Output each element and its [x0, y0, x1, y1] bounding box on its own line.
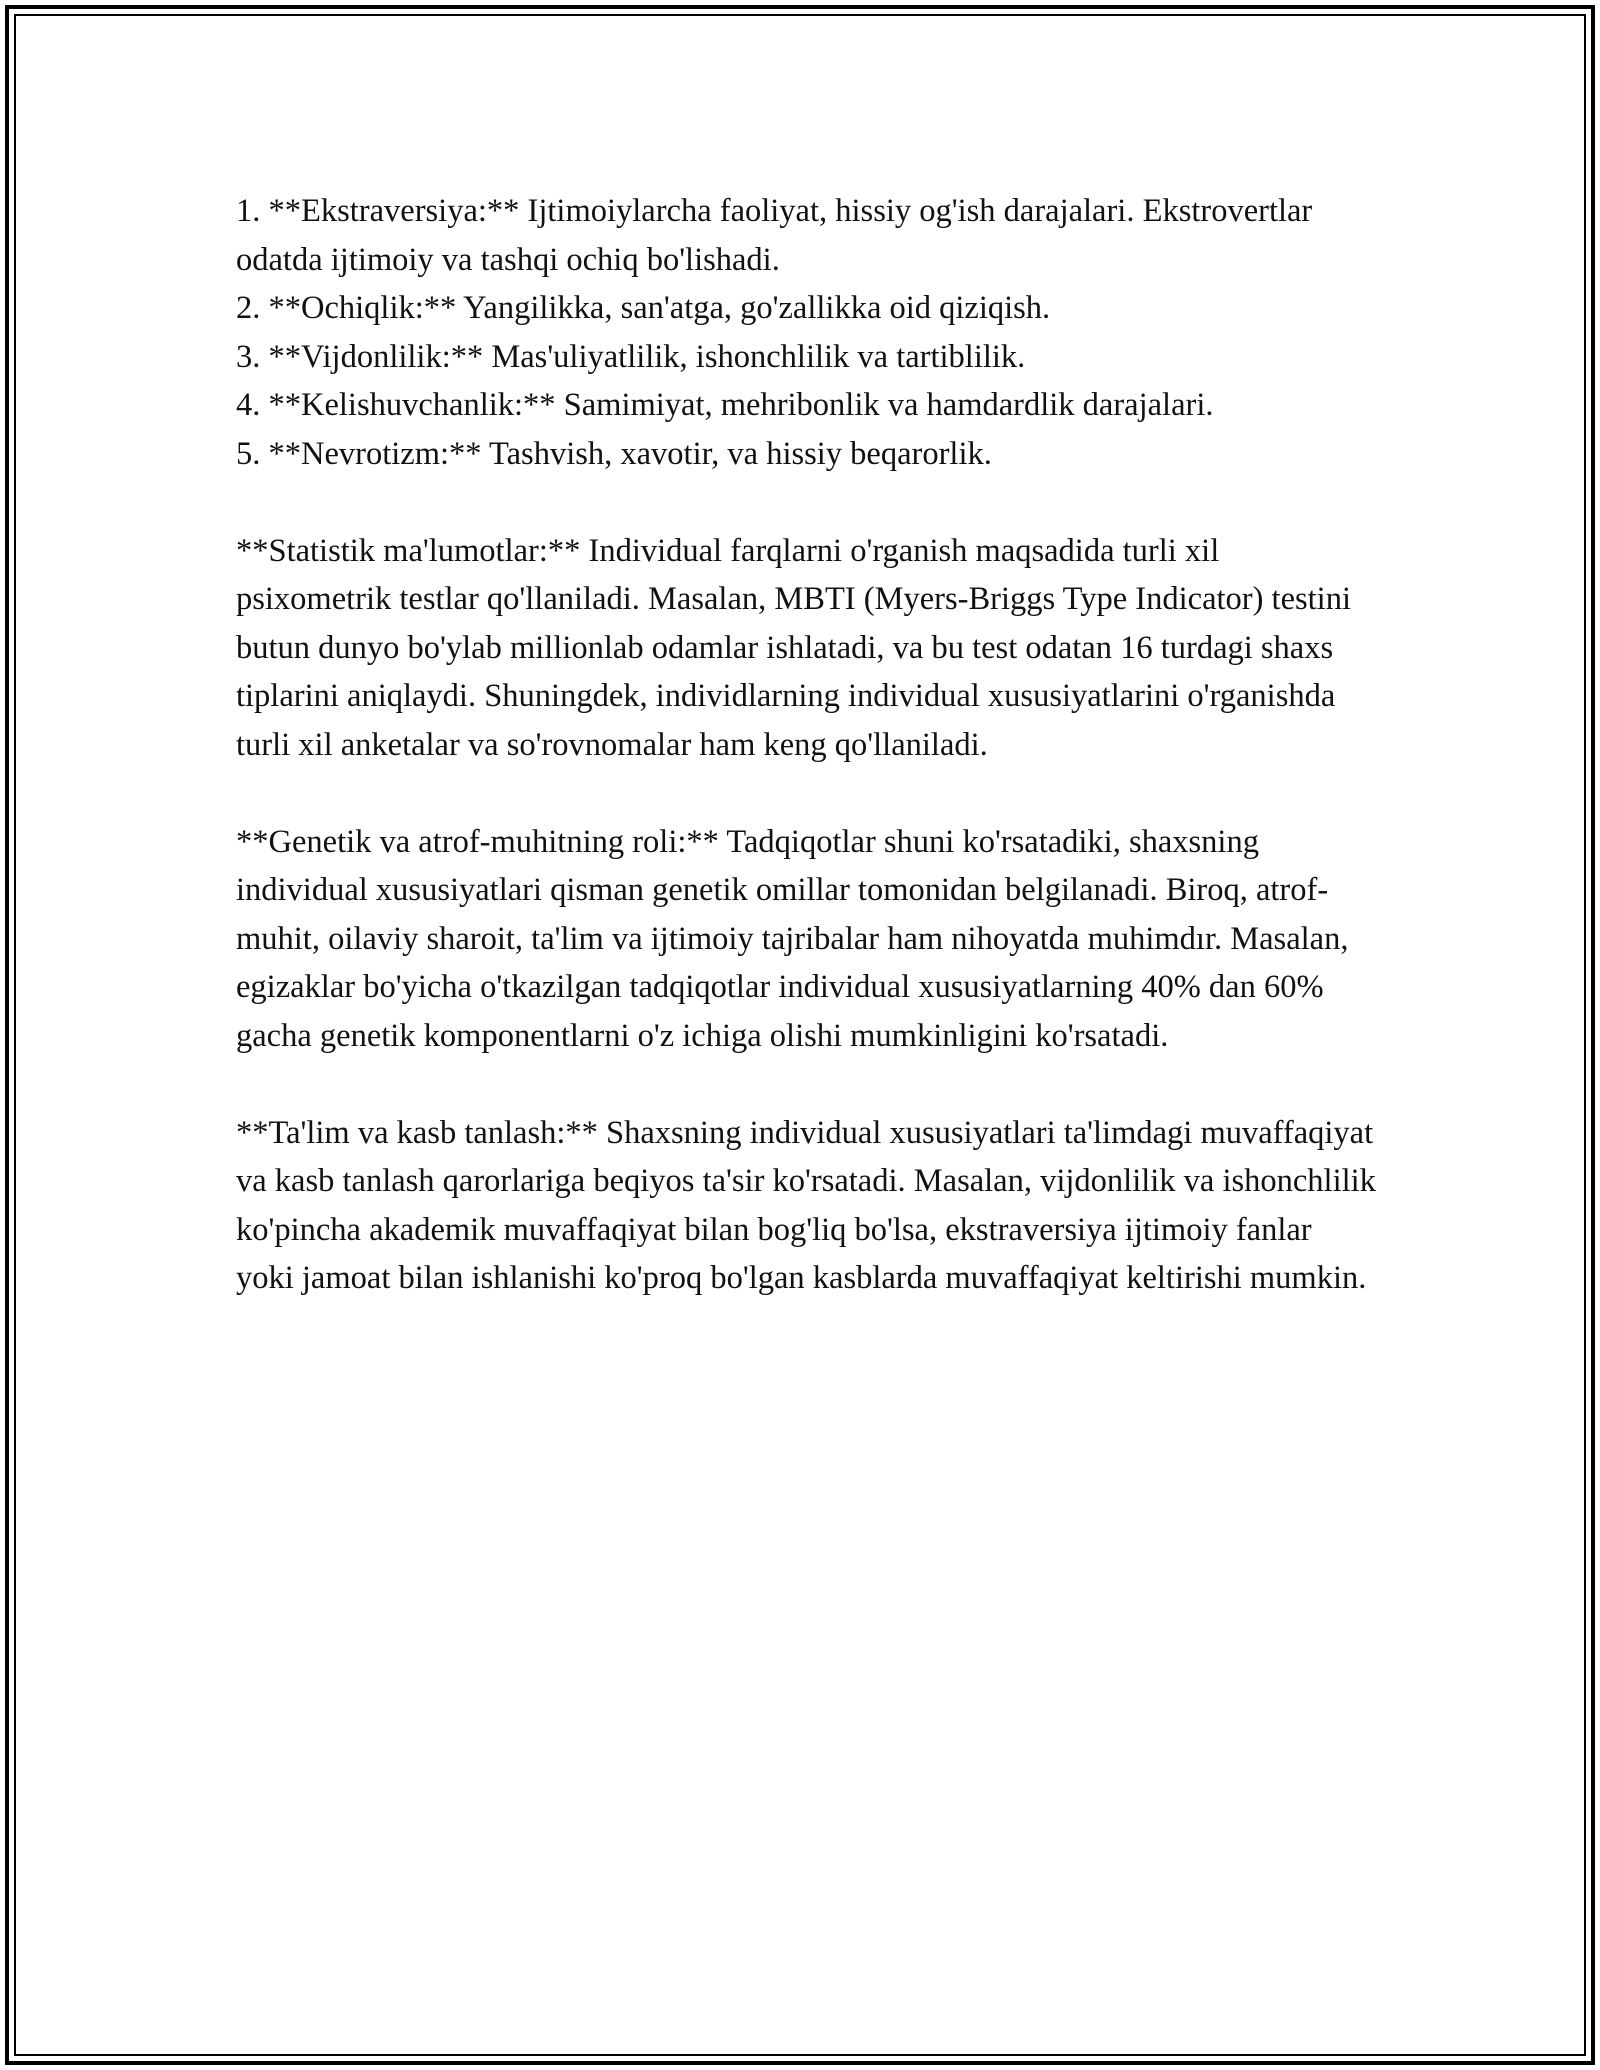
list-item-extraversion: 1. **Ekstraversiya:** Ijtimoiylarcha faoliyat, hissiy og'ish darajalari. Ekstrovertlar odatda ijtimoiy va tashqi ochiq bo'lishadi.	[236, 193, 1313, 278]
list-item-conscientiousness: 3. **Vijdonlilik:** Mas'uliyatlilik, ishonchlilik va tartiblilik.	[236, 338, 1026, 375]
document-body	[236, 187, 1376, 1303]
list-item-agreeableness: 4. **Kelishuvchanlik:** Samimiyat, mehribonlik va hamdardlik darajalari.	[236, 387, 1214, 423]
list-item-openness: 2. **Ochiqlik:** Yangilikka, san'atga, go'zallikka oid qiziqish.	[236, 290, 1051, 326]
paragraph-education-career: **Ta'lim va kasb tanlash:** Shaxsning individual xususiyatlari ta'limdagi muvaffaqiyat va kasb tanlash qarorlariga beqiyos ta'sir ko'rsatadi. Masalan, vijdonlilik va ishonchlilik ko'pincha akademik muvaffaqiyat bilan bog'liq bo'lsa, ekstraversiya ijtimoiy fanlar yoki jamoat bilan ishlanishi ko'proq bo'lgan kasblarda muvaffaqiyat keltirishi mumkin.	[236, 1114, 1376, 1296]
traits-list	[236, 187, 1376, 478]
paragraph-genetics-environment: **Genetik va atrof-muhitning roli:** Tadqiqotlar shuni ko'rsatadiki, shaxsning individual xususiyatlari qisman genetik omillar tomonidan belgilanadi. Biroq, atrof-muhit, oilaviy sharoit, ta'lim va ijtimoiy tajribalar ham nihoyatda muhimdır. Masalan, egizaklar bo'yicha o'tkazilgan tadqiqotlar individual xususiyatlarning 40% dan 60% gacha genetik komponentlarni o'z ichiga olishi mumkinligini ko'rsatadi.	[236, 823, 1349, 1054]
list-item-neuroticism: 5. **Nevrotizm:** Tashvish, xavotir, va hissiy beqarorlik.	[236, 435, 992, 472]
paragraph-statistics: **Statistik ma'lumotlar:** Individual farqlarni o'rganish maqsadida turli xil psixometrik testlar qo'llaniladi. Masalan, MBTI (Myers-Briggs Type Indicator) testini butun dunyo bo'ylab millionlab odamlar ishlatadi, va bu test odatan 16 turdagi shaxs tiplarini aniqlaydi. Shuningdek, individlarning individual xususiyatlarini o'rganishda turli xil anketalar va so'rovnomalar ham keng qo'llaniladi.	[236, 532, 1351, 763]
